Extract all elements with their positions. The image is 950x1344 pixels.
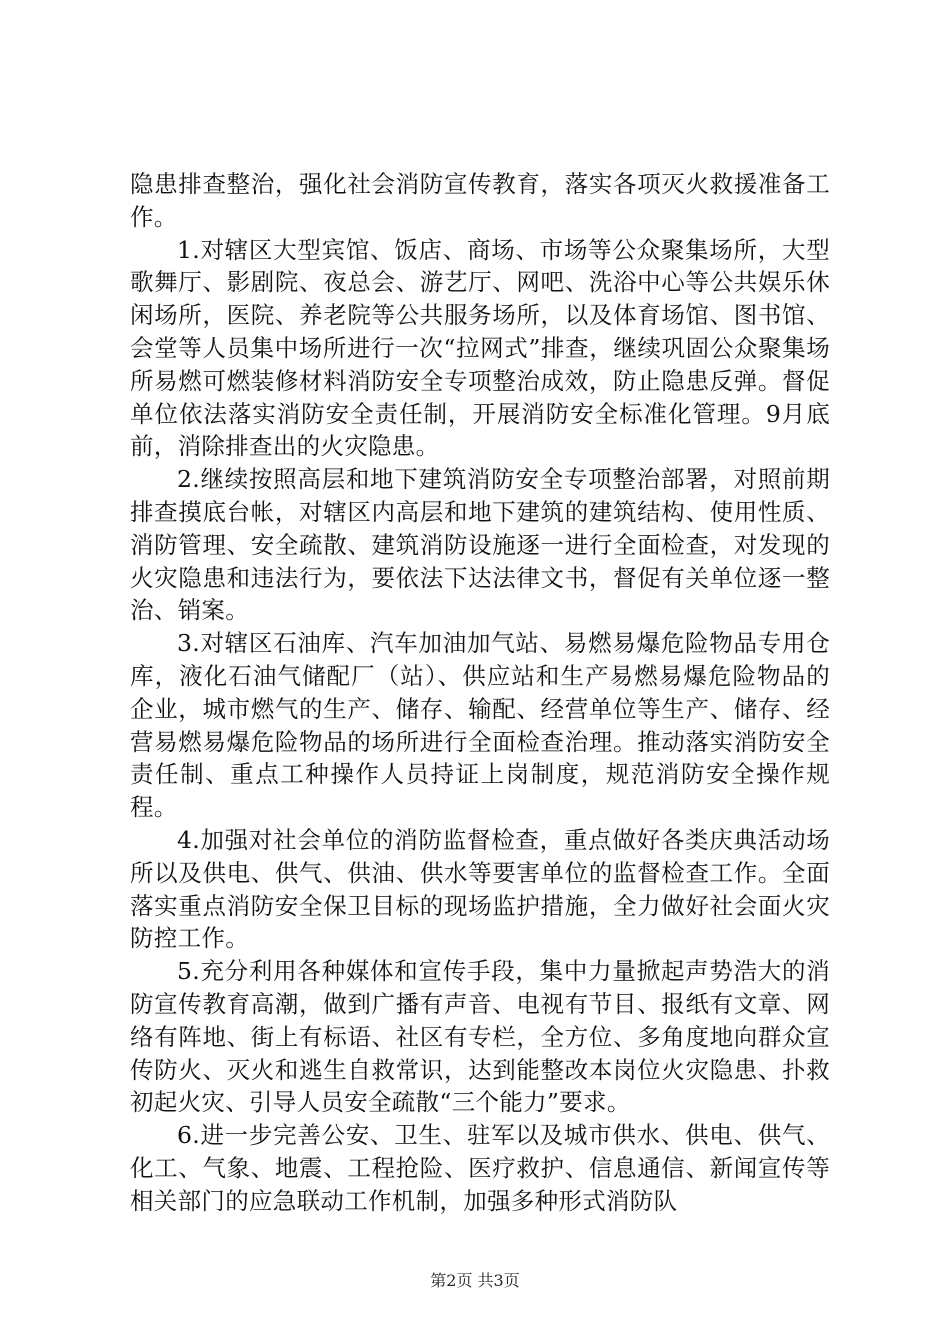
paragraph-item-2: 2.继续按照高层和地下建筑消防安全专项整治部署，对照前期排查摸底台帐，对辖区内高层和地下建筑的建筑结构、使用性质、消防管理、安全疏散、建筑消防设施逐一进行全面检查，对发现的火灾隐患和违法行为，要依法下达法律文书，督促有关单位逐一整治、销案。	[130, 465, 830, 625]
paragraph-item-1: 1.对辖区大型宾馆、饭店、商场、市场等公众聚集场所，大型歌舞厅、影剧院、夜总会、游艺厅、网吧、洗浴中心等公共娱乐休闲场所，医院、养老院等公共服务场所，以及体育场馆、图书馆、会堂等人员集中场所进行一次“拉网式”排查，继续巩固公众聚集场所易燃可燃装修材料消防安全专项整治成效，防止隐患反弹。督促单位依法落实消防安全责任制，开展消防安全标准化管理。9月底前，消除排查出的火灾隐患。	[130, 235, 830, 461]
paragraph-item-6: 6.进一步完善公安、卫生、驻军以及城市供水、供电、供气、化工、气象、地震、工程抢险、医疗救护、信息通信、新闻宣传等相关部门的应急联动工作机制，加强多种形式消防队	[130, 1121, 830, 1215]
document-body	[130, 168, 830, 1218]
paragraph-item-4: 4.加强对社会单位的消防监督检查，重点做好各类庆典活动场所以及供电、供气、供油、供水等要害单位的监督检查工作。全面落实重点消防安全保卫目标的现场监护措施，全力做好社会面火灾防控工作。	[130, 825, 830, 953]
paragraph-item-5: 5.充分利用各种媒体和宣传手段，集中力量掀起声势浩大的消防宣传教育高潮，做到广播有声音、电视有节目、报纸有文章、网络有阵地、街上有标语、社区有专栏，全方位、多角度地向群众宣传防火、灭火和逃生自救常识，达到能整改本岗位火灾隐患、扑救初起火灾、引导人员安全疏散“三个能力”要求。	[130, 957, 830, 1117]
page-number-footer: 第2页 共3页	[430, 1271, 520, 1290]
paragraph-item-3: 3.对辖区石油库、汽车加油加气站、易燃易爆危险物品专用仓库，液化石油气储配厂（站）、供应站和生产易燃易爆危险物品的企业，城市燃气的生产、储存、输配、经营单位等生产、储存、经营易燃易爆危险物品的场所进行全面检查治理。推动落实消防安全责任制、重点工种操作人员持证上岗制度，规范消防安全操作规程。	[130, 629, 830, 822]
paragraph-continuation: 隐患排查整治，强化社会消防宣传教育，落实各项灭火救援准备工作。	[130, 170, 830, 231]
